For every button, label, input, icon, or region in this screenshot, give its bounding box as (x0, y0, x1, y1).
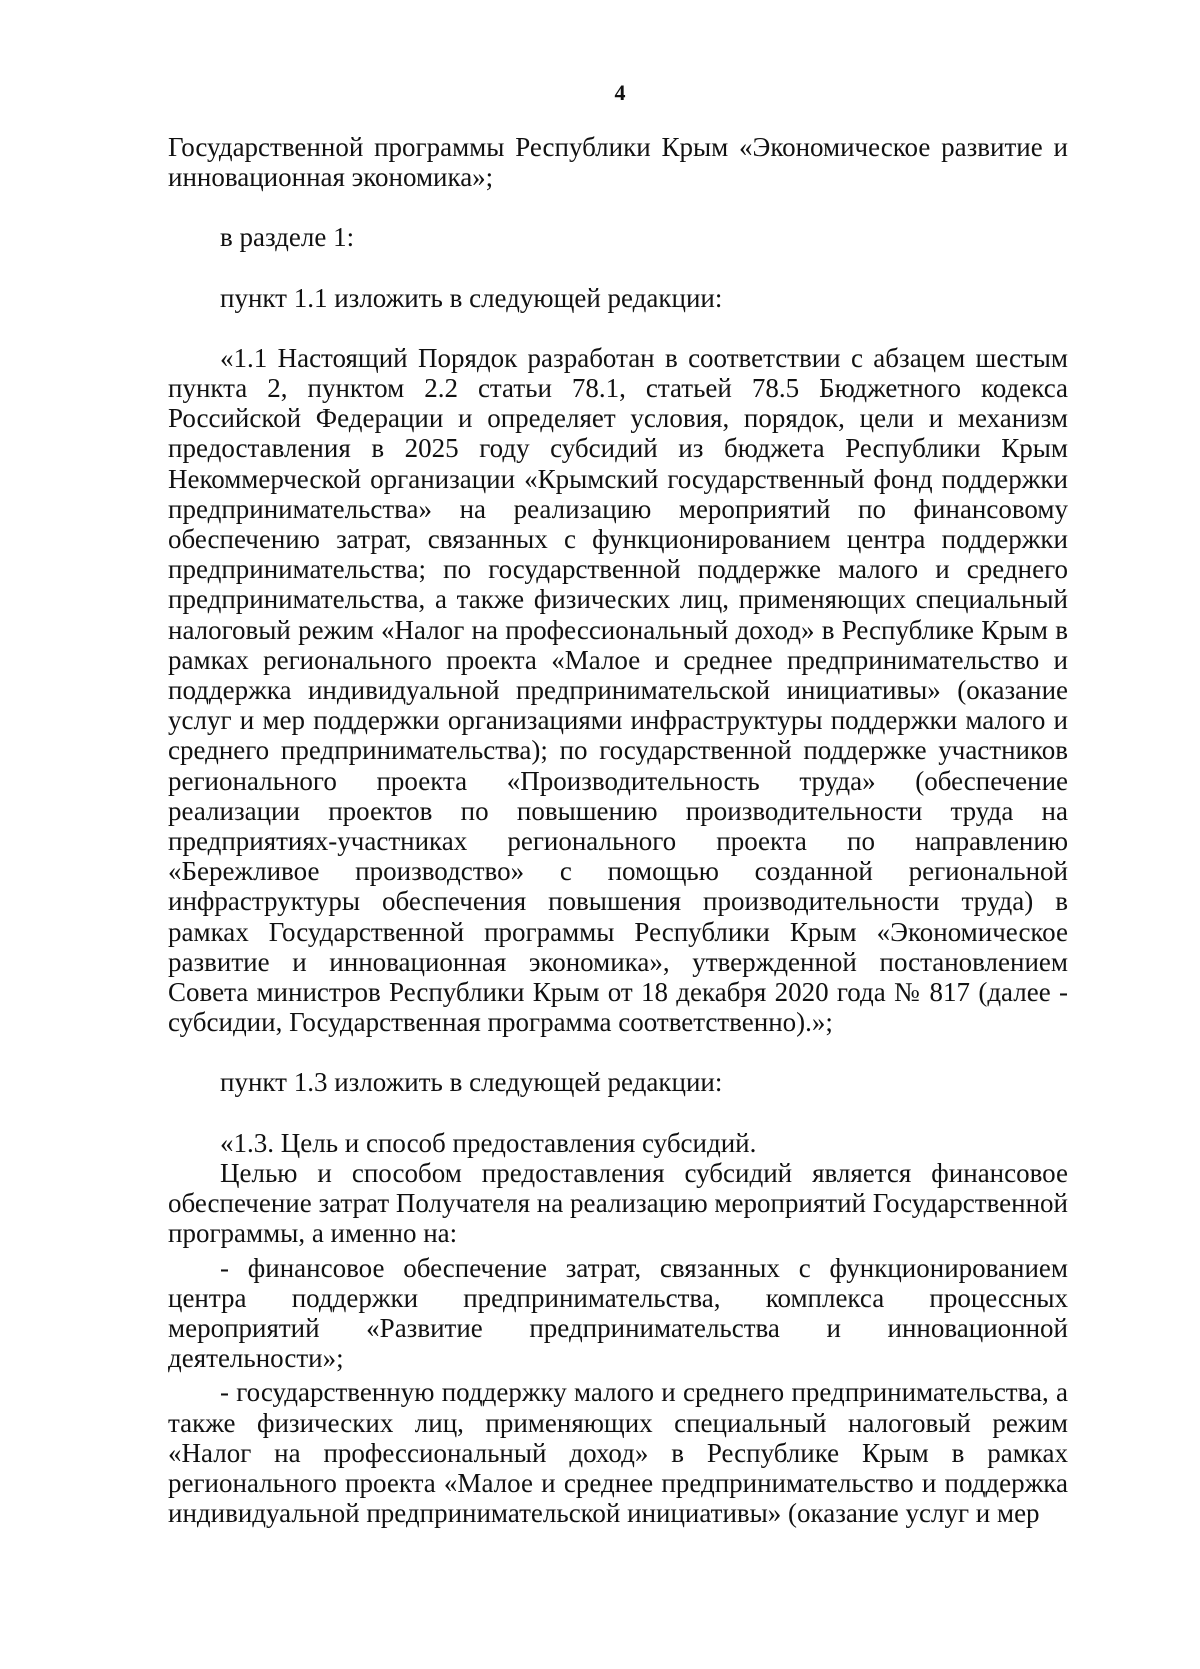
paragraph-item-1-3-heading: «1.3. Цель и способ предоставления субсидий. (220, 1127, 757, 1158)
paragraph-item-1-1-text: «1.1 Настоящий Порядок разработан в соответствии с абзацем шестым пункта 2, пунктом 2.2 статьи 78.1, статьей 78.5 Бюджетного кодекса Российской Федерации и определяет условия, порядок, цели и механизм предоставления в 2025 году субсидий из бюджета Республики Крым Некоммерческой организации «Крымский государственный фонд поддержки предпринимательства» на реализацию мероприятий по финансовому обеспечению затрат, связанных с функционированием центра поддержки предпринимательства; по государственной поддержке малого и среднего предпринимательства, а также физических лиц, применяющих специальный налоговый режим «Налог на профессиональный доход» в Республике Крым в рамках регионального проекта «Малое и среднее предпринимательство и поддержка индивидуальной предпринимательской инициативы» (оказание услуг и мер поддержки организациями инфраструктуры поддержки малого и среднего предпринимательства); по государственной поддержке участников регионального проекта «Производительность труда» (обеспечение реализации проектов по повышению производительности труда на предприятиях-участниках регионального проекта по направлению «Бережливое производство» с помощью созданной региональной инфраструктуры обеспечения повышения производительности труда) в рамках Государственной программы Республики Крым «Экономическое развитие и инновационная экономика», утвержденной постановлением Совета министров Республики Крым от 18 декабря 2020 года № 817 (далее - субсидии, Государственная программа соответственно).»; (168, 342, 1068, 1038)
paragraph-item-1-3-intro: пункт 1.3 изложить в следующей редакции: (220, 1067, 723, 1098)
paragraph-item-1-1-intro: пункт 1.1 изложить в следующей редакции: (220, 282, 723, 313)
paragraph-item-1-3-goal: Целью и способом предоставления субсидий является финансовое обеспечение затрат Получателя на реализацию мероприятий Государственной программы, а именно на: (168, 1157, 1069, 1249)
document-body (168, 132, 1068, 1528)
paragraph-program-continuation: Государственной программы Республики Крым «Экономическое развитие и инновационная экономика»; (168, 132, 1068, 193)
list-item-support-center: - финансовое обеспечение затрат, связанных с функционированием центра поддержки предпринимательства, комплекса процессных мероприятий «Развитие предпринимательства и инновационной деятельности»; (168, 1252, 1068, 1374)
paragraph-section-1: в разделе 1: (220, 222, 355, 253)
list-item-sme-support: - государственную поддержку малого и среднего предпринимательства, а также физических лиц, применяющих специальный налоговый режим «Налог на профессиональный доход» в Республике Крым в рамках регионального проекта «Малое и среднее предпринимательство и поддержка индивидуальной предпринимательской инициативы» (оказание услуг и мер (168, 1377, 1068, 1529)
page-number: 4 (614, 80, 626, 105)
